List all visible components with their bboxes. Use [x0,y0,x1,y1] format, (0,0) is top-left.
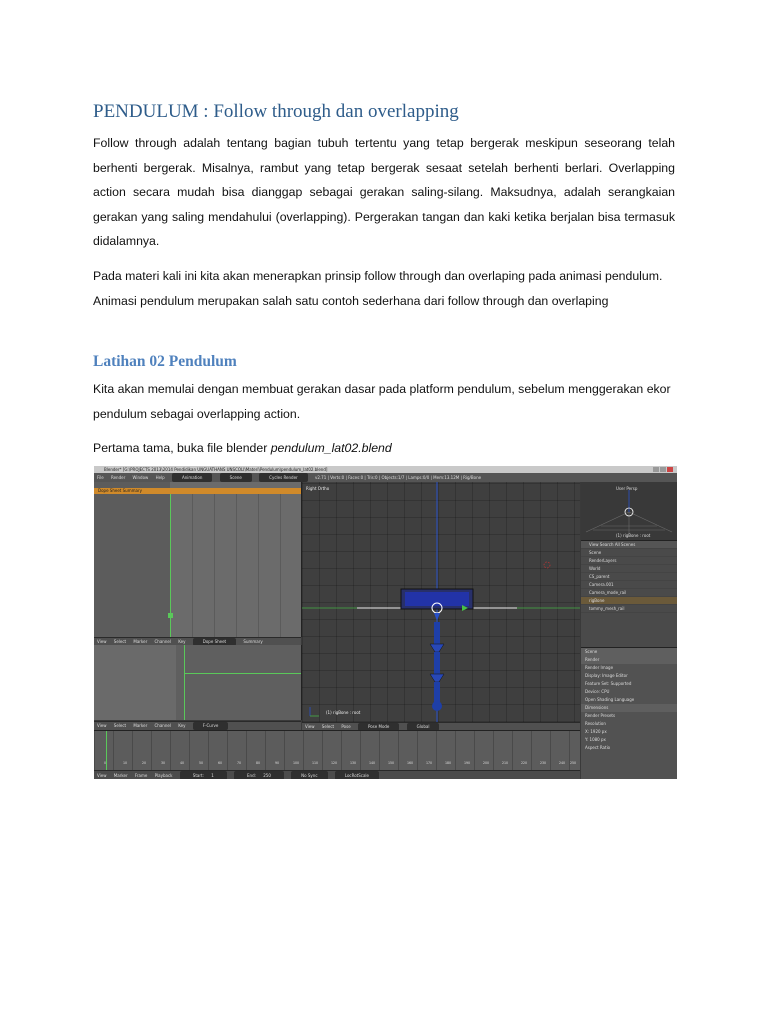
scene-select[interactable]: Scene [220,473,252,482]
outliner-item-camera[interactable]: Camera.001 [581,581,677,589]
tick-250: 250 [570,761,577,765]
blender-screenshot [94,466,677,779]
tick-50: 50 [199,761,204,765]
tl-menu-view[interactable]: View [97,773,107,778]
tick-30: 30 [161,761,166,765]
bone-joint-1[interactable] [430,644,444,652]
3d-cursor-icon[interactable] [544,562,550,568]
tl-menu-playback[interactable]: Playback [154,773,173,778]
outliner-item-renderlayers[interactable]: RenderLayers [581,557,677,565]
tick-220: 220 [521,761,528,765]
props-display[interactable]: Display: Image Editor [585,673,628,678]
outliner-item-tommy-mesh[interactable]: tommy_mesh_rail [581,605,677,613]
ds-menu-key[interactable]: Key [178,639,186,644]
graph-toolbar [94,721,301,730]
viewport-object-label: (1) rigBone : root [326,710,361,715]
props-resolution-x[interactable]: X: 1920 px [585,729,607,734]
maximize-icon[interactable] [660,467,666,472]
timeline-ruler [94,760,580,765]
props-aspect-ratio: Aspect Ratio [585,745,611,750]
ds-menu-view[interactable]: View [97,639,107,644]
z-arrow-icon[interactable] [434,613,440,621]
tick-10: 10 [123,761,128,765]
tick-0: 0 [104,761,107,765]
props-device[interactable]: Device: CPU [585,689,610,694]
3d-viewport[interactable] [302,482,580,722]
bone-segment-2[interactable] [434,652,440,674]
frame-indicator[interactable] [168,613,173,618]
paragraph-latihan: Kita akan memulai dengan membuat gerakan dasar pada platform pendulum, sebelum menggerakan ekor pendulum sebagai overlapping action. [93,382,671,421]
outliner-item-rigbone[interactable]: rigBone [581,597,677,605]
camera-grid [581,482,677,540]
menu-help[interactable]: Help [155,475,165,480]
ds-menu-channel[interactable]: Channel [154,639,171,644]
graph-editor[interactable] [94,645,302,720]
bone-joint-2[interactable] [430,674,444,682]
tl-sync-select[interactable]: No Sync [291,771,327,779]
tick-210: 210 [502,761,509,765]
dopesheet-channels[interactable] [94,482,170,637]
tick-40: 40 [180,761,185,765]
tick-160: 160 [407,761,414,765]
section-heading: Latihan 02 Pendulum [93,353,237,370]
pendulum-ball[interactable] [432,701,442,711]
menu-window[interactable]: Window [132,475,149,480]
vp-mode-select[interactable]: Pose Mode [358,723,399,731]
tl-start-field[interactable] [180,771,227,779]
page-title: PENDULUM : Follow through dan overlapping [93,101,459,122]
tick-100: 100 [293,761,300,765]
filename: pendulum_lat02.blend [270,441,392,455]
render-engine-select[interactable]: Cycles Render [259,473,308,482]
tl-keying-set[interactable]: LocRotScale [335,771,379,779]
camera-object-label: (1) rigBone : root [616,533,651,538]
outliner-item-scene[interactable]: Scene [581,549,677,557]
outliner-search-menu[interactable]: Search [599,542,614,547]
outliner-item-cs-parent[interactable]: CS_parent [581,573,677,581]
ge-menu-marker[interactable]: Marker [133,723,148,728]
viewport-label: Right Ortho [306,486,330,491]
props-osl-checkbox[interactable]: Open Shading Language [585,697,635,702]
bone-segment-3[interactable] [434,682,440,702]
platform-face [405,592,469,606]
tl-menu-marker[interactable]: Marker [113,773,128,778]
outliner [581,540,677,647]
tick-190: 190 [464,761,471,765]
outliner-header [581,541,677,549]
props-tab-scene[interactable]: Scene [581,648,677,656]
tick-20: 20 [142,761,147,765]
tick-170: 170 [426,761,433,765]
ds-menu-select[interactable]: Select [113,639,127,644]
layout-select[interactable]: Animation [172,473,212,482]
tl-end-label: End: [247,773,256,778]
open-file-text: Pertama tama, buka file blender [93,441,271,455]
dopesheet-summary-row[interactable]: Dope Sheet Summary [94,488,301,494]
close-icon[interactable] [667,467,673,472]
props-resolution-y[interactable]: Y: 1080 px [585,737,606,742]
menu-file[interactable]: File [97,475,104,480]
outliner-item-camera-rail[interactable]: Camera_mode_rail [581,589,677,597]
properties-panel [581,647,677,779]
camera-view-label: User Persp [616,486,638,491]
minimize-icon[interactable] [653,467,659,472]
tick-130: 130 [350,761,357,765]
dopesheet-editor[interactable] [94,482,302,637]
main-menubar [94,473,677,482]
tick-200: 200 [483,761,490,765]
tick-150: 150 [388,761,395,765]
props-render-button[interactable]: Render Image [585,665,614,670]
paragraph-pendulum-intro: Pada materi kali ini kita akan menerapkan prinsip follow through dan overlaping pada animasi pendulum. Animasi pendulum merupakan salah satu contoh sederhana dari follow through dan overlaping [93,269,663,308]
stats-text: v2.71 | Verts:0 | Faces:0 | Tris:0 | Objects:1/7 | Lamps:0/0 | Mem:13.12M | Rig/Bone [314,475,482,480]
props-feature-set[interactable]: Feature Set: Supported [585,681,632,686]
timeline-ticks [94,760,580,765]
window-titlebar [94,466,677,473]
props-section-dimensions[interactable]: Dimensions [581,704,677,712]
tick-80: 80 [256,761,261,765]
bone-segment-1[interactable] [434,622,440,644]
props-resolution-label: Resolution [585,721,606,726]
tick-240: 240 [559,761,566,765]
vp-menu-select[interactable]: Select [321,724,335,729]
outliner-item-world[interactable]: World [581,565,677,573]
graph-frame-line [184,645,185,720]
ds-menu-marker[interactable]: Marker [133,639,148,644]
timeline-toolbar [94,770,580,779]
ge-menu-key[interactable]: Key [178,723,186,728]
ge-fcurve-select[interactable]: F-Curve [193,722,229,730]
window-title: Blender* [G:\PROJECTS 2013\2014 Pendidikan UNGUATHANS UNSCOLI\Materi\Pendulum\pendulum_lat02.blend] [104,467,328,472]
tick-140: 140 [369,761,376,765]
vp-menu-pose[interactable]: Pose [341,724,351,729]
tl-start-value: 1 [211,773,214,778]
window-controls [652,467,674,472]
ge-menu-view[interactable]: View [97,723,107,728]
outliner-scenes-select[interactable]: All Scenes [614,542,636,547]
tl-end-value: 250 [263,773,271,778]
tick-110: 110 [312,761,319,765]
props-render-presets[interactable]: Render Presets [585,713,616,718]
props-section-render[interactable]: Render [581,656,677,664]
viewport-scene [302,482,580,722]
tick-120: 120 [331,761,338,765]
graph-curve [184,673,301,674]
ge-menu-channel[interactable]: Channel [154,723,171,728]
tick-230: 230 [540,761,547,765]
paragraph-open-file [93,436,675,461]
tick-70: 70 [237,761,242,765]
menu-render[interactable]: Render [110,475,126,480]
paragraph-follow-through: Follow through adalah tentang bagian tubuh tertentu yang tetap bergerak meskipun seseorang telah berhenti bergerak. Misalnya, rambut yang tetap bergerak sesaat setelah berhenti berlari. Overlapping action secara mudah bisa dianggap sebagai gerakan saling-silang. Maksudnya, adalah serangkaian gerakan yang saling mendahului (overlapping). Pergerakan tangan dan kaki ketika berjalan bisa termasuk didalamnya. [93,136,675,248]
tick-180: 180 [445,761,452,765]
tl-menu-frame[interactable]: Frame [134,773,148,778]
dopesheet-grid[interactable] [170,494,301,637]
graph-channels[interactable] [94,645,176,720]
vp-orientation-select[interactable]: Global [407,723,440,731]
ds-mode-select[interactable]: Dope Sheet [193,638,236,646]
tl-start-label: Start: [192,773,204,778]
ge-menu-select[interactable]: Select [113,723,127,728]
outliner-view-menu[interactable]: View [589,542,599,547]
tl-end-field[interactable] [234,771,284,779]
camera-view[interactable] [581,482,677,540]
vp-menu-view[interactable]: View [305,724,315,729]
tick-90: 90 [275,761,280,765]
tick-60: 60 [218,761,223,765]
ds-summary-toggle[interactable]: Summary [243,639,263,644]
